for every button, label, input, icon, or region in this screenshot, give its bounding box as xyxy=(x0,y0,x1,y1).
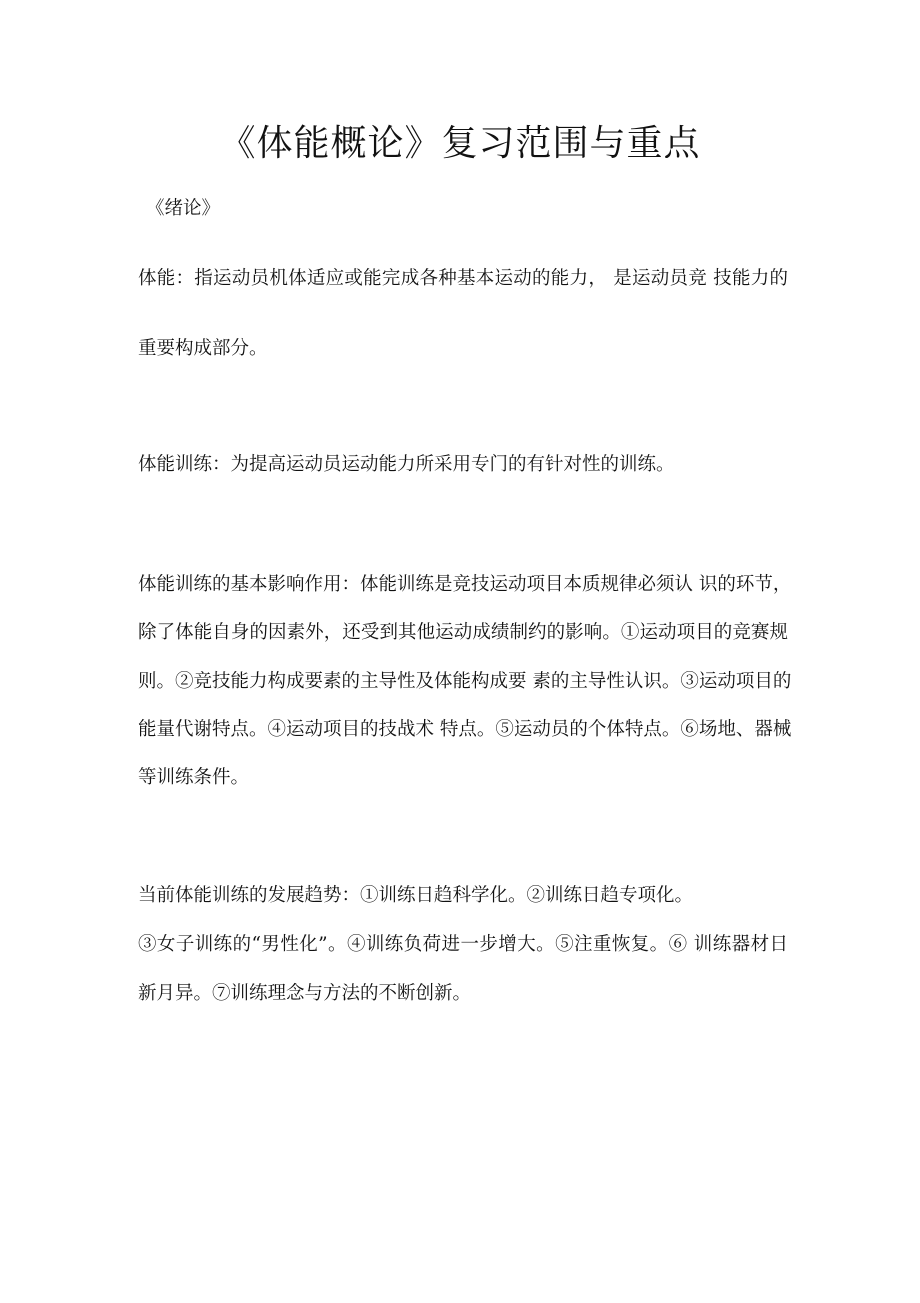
trend-line-3: 新月异。⑦训练理念与方法的不断创新。 xyxy=(138,983,472,1004)
page-title: 《体能概论》复习范围与重点 xyxy=(219,123,701,164)
influence-line-1: 体能训练的基本影响作用：体能训练是竞技运动项目本质规律必须认 识的环节， xyxy=(138,574,792,595)
trend-line-1: 当前体能训练的发展趋势：①训练日趋科学化。②训练日趋专项化。 xyxy=(138,885,694,906)
section-heading: 《绪论》 xyxy=(146,198,221,219)
definition-line-2: 重要构成部分。 xyxy=(138,338,268,359)
influence-line-3: 则。②竞技能力构成要素的主导性及体能构成要 素的主导性认识。③运动项目的 xyxy=(138,671,792,692)
influence-line-5: 等训练条件。 xyxy=(138,767,250,788)
trend-line-2: ③女子训练的“男性化”。④训练负荷进一步增大。⑤注重恢复。⑥ 训练器材日 xyxy=(138,934,788,955)
influence-line-2: 除了体能自身的因素外，还受到其他运动成绩制约的影响。①运动项目的竞赛规 xyxy=(138,622,788,643)
training-definition: 体能训练：为提高运动员运动能力所采用专门的有针对性的训练。 xyxy=(138,454,675,475)
definition-line-1: 体能：指运动员机体适应或能完成各种基本运动的能力， 是运动员竞 技能力的 xyxy=(138,268,788,289)
influence-line-4: 能量代谢特点。④运动项目的技战术 特点。⑤运动员的个体特点。⑥场地、器械 xyxy=(138,719,792,740)
